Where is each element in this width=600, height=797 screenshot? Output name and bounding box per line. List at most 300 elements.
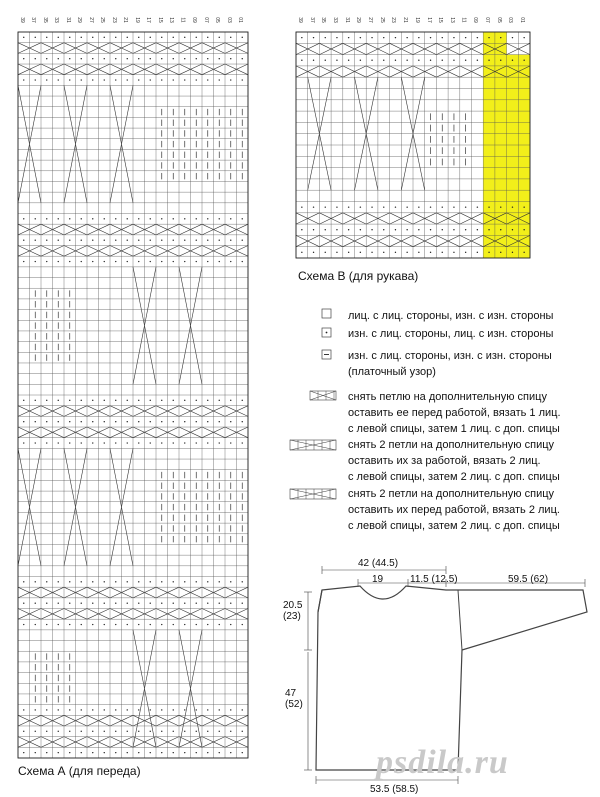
purl-dot [383, 206, 384, 207]
purl-dot [219, 79, 220, 80]
column-number: 13 [448, 17, 455, 23]
purl-dot [230, 624, 231, 625]
purl-dot [127, 421, 128, 422]
purl-dot [69, 602, 70, 603]
column-number: 37 [308, 17, 315, 23]
purl-dot [46, 37, 47, 38]
measure-top-width: 42 (44.5) [358, 558, 399, 569]
purl-dot [360, 252, 361, 253]
purl-dot [207, 58, 208, 59]
purl-dot [465, 206, 466, 207]
purl-dot [46, 602, 47, 603]
purl-dot [92, 442, 93, 443]
purl-dot [242, 624, 243, 625]
purl-dot [23, 624, 24, 625]
purl-dot [207, 261, 208, 262]
purl-dot [173, 709, 174, 710]
purl-dot [35, 602, 36, 603]
purl-dot [442, 206, 443, 207]
purl-dot [219, 581, 220, 582]
purl-dot [465, 252, 466, 253]
watermark: psdila.ru [376, 744, 509, 781]
purl-dot [81, 58, 82, 59]
legend-text-purl: изн. с лиц. стороны, лиц. с изн. стороны [348, 328, 554, 340]
purl-dot [127, 731, 128, 732]
purl-dot [207, 79, 208, 80]
purl-dot [406, 229, 407, 230]
purl-dot [207, 624, 208, 625]
purl-dot [92, 239, 93, 240]
chart-b-grid [296, 32, 530, 258]
purl-dot [46, 624, 47, 625]
column-number: 15 [156, 17, 163, 23]
purl-dot [500, 206, 501, 207]
purl-dot [173, 624, 174, 625]
purl-dot [161, 624, 162, 625]
purl-dot [127, 602, 128, 603]
purl-dot [35, 731, 36, 732]
purl-dot [115, 400, 116, 401]
column-number: 09 [191, 17, 198, 23]
purl-dot [477, 37, 478, 38]
purl-dot [371, 229, 372, 230]
purl-dot [115, 421, 116, 422]
purl-dot [104, 261, 105, 262]
purl-dot [46, 442, 47, 443]
purl-dot [161, 731, 162, 732]
purl-dot [150, 37, 151, 38]
purl-dot [336, 206, 337, 207]
purl-dot [196, 752, 197, 753]
purl-dot [23, 442, 24, 443]
column-number: 19 [133, 17, 140, 23]
purl-dot [81, 581, 82, 582]
purl-dot [138, 261, 139, 262]
purl-dot [301, 252, 302, 253]
purl-dot [383, 37, 384, 38]
purl-dot [313, 206, 314, 207]
purl-dot [418, 252, 419, 253]
purl-dot [161, 261, 162, 262]
purl-dot [196, 709, 197, 710]
purl-dot [184, 239, 185, 240]
purl-dot [173, 400, 174, 401]
purl-dot [92, 731, 93, 732]
purl-dot [58, 731, 59, 732]
column-number: 29 [76, 17, 83, 23]
purl-dot [161, 421, 162, 422]
purl-dot [138, 239, 139, 240]
purl-dot [161, 218, 162, 219]
purl-dot [138, 709, 139, 710]
sweater-outline [316, 586, 587, 770]
purl-dot [500, 252, 501, 253]
purl-dot [184, 581, 185, 582]
purl-dot [301, 37, 302, 38]
purl-dot [230, 239, 231, 240]
purl-dot [383, 229, 384, 230]
purl-dot [69, 58, 70, 59]
purl-dot [184, 218, 185, 219]
purl-dot [242, 709, 243, 710]
column-number: 05 [495, 17, 502, 23]
purl-dot [81, 624, 82, 625]
purl-dot [325, 252, 326, 253]
purl-dot [430, 37, 431, 38]
purl-dot [325, 60, 326, 61]
column-number: 07 [483, 17, 490, 23]
purl-dot [46, 218, 47, 219]
purl-dot [453, 37, 454, 38]
purl-dot [313, 37, 314, 38]
purl-dot [207, 752, 208, 753]
purl-dot [23, 421, 24, 422]
purl-dot [92, 421, 93, 422]
purl-dot [395, 206, 396, 207]
purl-dot [35, 581, 36, 582]
purl-dot [58, 624, 59, 625]
column-number: 17 [145, 17, 152, 23]
purl-dot [69, 731, 70, 732]
purl-dot [301, 229, 302, 230]
purl-dot [69, 624, 70, 625]
purl-dot [23, 752, 24, 753]
purl-dot [150, 421, 151, 422]
purl-dot [512, 252, 513, 253]
column-number: 27 [87, 17, 94, 23]
purl-dot [138, 624, 139, 625]
purl-dot [150, 58, 151, 59]
purl-dot [184, 261, 185, 262]
purl-dot [418, 229, 419, 230]
purl-dot [242, 421, 243, 422]
purl-dot [219, 239, 220, 240]
purl-dot [442, 252, 443, 253]
purl-dot [219, 421, 220, 422]
purl-dot [115, 218, 116, 219]
purl-dot [371, 37, 372, 38]
purl-dot [523, 252, 524, 253]
purl-dot [35, 752, 36, 753]
purl-dot [348, 229, 349, 230]
purl-dot [184, 752, 185, 753]
purl-dot [58, 79, 59, 80]
measure-neck-width: 19 [372, 574, 384, 585]
purl-dot [207, 400, 208, 401]
purl-dot [58, 709, 59, 710]
column-number: 33 [53, 17, 60, 23]
column-number: 09 [472, 17, 479, 23]
purl-dot [35, 400, 36, 401]
purl-dot [35, 218, 36, 219]
purl-dot [523, 60, 524, 61]
purl-dot [115, 709, 116, 710]
purl-dot [196, 602, 197, 603]
purl-dot [58, 400, 59, 401]
purl-dot [348, 252, 349, 253]
purl-dot [92, 581, 93, 582]
purl-dot [127, 239, 128, 240]
purl-dot [150, 442, 151, 443]
column-number: 03 [507, 17, 514, 23]
purl-dot [500, 229, 501, 230]
purl-dot [418, 37, 419, 38]
purl-dot [230, 731, 231, 732]
purl-dot [104, 709, 105, 710]
purl-dot [184, 442, 185, 443]
legend-text-cable-2-back: снять 2 петли на дополнительную спицу оставить их за работой, вязать 2 лиц. с левой спицы, затем 2 лиц. с доп. спицы [348, 439, 560, 483]
column-number: 31 [64, 17, 71, 23]
purl-dot [35, 37, 36, 38]
purl-dot [348, 60, 349, 61]
purl-dot [138, 79, 139, 80]
purl-dot [184, 37, 185, 38]
column-number: 25 [99, 17, 106, 23]
column-number: 05 [214, 17, 221, 23]
purl-dot [219, 58, 220, 59]
purl-dot [196, 731, 197, 732]
column-number: 27 [366, 17, 373, 23]
purl-dot [360, 60, 361, 61]
purl-dot [69, 37, 70, 38]
purl-dot [219, 442, 220, 443]
purl-dot [69, 218, 70, 219]
purl-dot [81, 37, 82, 38]
purl-dot [161, 442, 162, 443]
purl-dot [46, 581, 47, 582]
purl-dot [92, 602, 93, 603]
purl-dot [138, 731, 139, 732]
purl-dot [161, 37, 162, 38]
purl-dot [104, 58, 105, 59]
purl-dot [325, 206, 326, 207]
purl-dot [46, 261, 47, 262]
purl-dot [500, 60, 501, 61]
purl-dot [173, 58, 174, 59]
purl-dot [219, 261, 220, 262]
column-number: 19 [413, 17, 420, 23]
column-number: 37 [30, 17, 37, 23]
purl-dot [196, 79, 197, 80]
purl-dot [104, 581, 105, 582]
purl-dot [150, 624, 151, 625]
purl-dot [207, 581, 208, 582]
purl-dot [371, 60, 372, 61]
purl-dot [23, 581, 24, 582]
purl-dot [127, 624, 128, 625]
purl-dot [58, 58, 59, 59]
purl-dot [150, 400, 151, 401]
purl-dot [138, 752, 139, 753]
column-number: 29 [355, 17, 362, 23]
purl-dot [230, 421, 231, 422]
column-number: 11 [179, 17, 186, 23]
purl-dot [138, 58, 139, 59]
purl-dot [81, 261, 82, 262]
purl-dot [442, 37, 443, 38]
purl-dot [69, 400, 70, 401]
purl-dot [313, 60, 314, 61]
purl-dot [35, 261, 36, 262]
purl-dot [23, 58, 24, 59]
measure-bottom-width: 53.5 (58.5) [370, 784, 419, 795]
purl-dot [58, 37, 59, 38]
measure-shoulder-width: 11.5 (12.5) [410, 574, 458, 585]
purl-dot [23, 239, 24, 240]
purl-dot [104, 79, 105, 80]
purl-dot [81, 731, 82, 732]
purl-dot [104, 400, 105, 401]
purl-dot [430, 229, 431, 230]
purl-dot [184, 58, 185, 59]
purl-dot [161, 752, 162, 753]
purl-dot [173, 602, 174, 603]
purl-dot [219, 709, 220, 710]
purl-dot [81, 400, 82, 401]
purl-dot [58, 442, 59, 443]
purl-dot [127, 400, 128, 401]
purl-dot [430, 60, 431, 61]
purl-dot [348, 206, 349, 207]
column-number: 35 [41, 17, 48, 23]
purl-dot [81, 709, 82, 710]
purl-dot [150, 731, 151, 732]
purl-dot [196, 421, 197, 422]
purl-dot [92, 79, 93, 80]
purl-dot [161, 709, 162, 710]
purl-dot [92, 709, 93, 710]
purl-dot [230, 79, 231, 80]
purl-dot [488, 37, 489, 38]
purl-dot [523, 37, 524, 38]
purl-dot [219, 731, 220, 732]
purl-dot [336, 60, 337, 61]
purl-dot [242, 442, 243, 443]
purl-dot [395, 252, 396, 253]
purl-dot [138, 421, 139, 422]
purl-dot [161, 239, 162, 240]
purl-dot [523, 206, 524, 207]
measure-armhole-depth: 20.5 (23) [283, 600, 303, 622]
purl-dot [161, 400, 162, 401]
purl-dot [23, 602, 24, 603]
legend-symbols [290, 309, 336, 499]
purl-dot [92, 400, 93, 401]
legend-text-garter: изн. с лиц. стороны, изн. с изн. стороны (платочный узор) [348, 350, 552, 378]
column-number: 15 [437, 17, 444, 23]
purl-dot [161, 581, 162, 582]
purl-dot [127, 261, 128, 262]
purl-dot [138, 442, 139, 443]
purl-dot [242, 731, 243, 732]
purl-dot [230, 261, 231, 262]
column-number: 21 [122, 17, 129, 23]
purl-dot [230, 218, 231, 219]
purl-dot [418, 206, 419, 207]
purl-dot [104, 442, 105, 443]
purl-dot [173, 218, 174, 219]
purl-dot [512, 229, 513, 230]
purl-dot [383, 252, 384, 253]
purl-dot [35, 239, 36, 240]
column-number: 31 [343, 17, 350, 23]
purl-dot [115, 624, 116, 625]
purl-dot [465, 60, 466, 61]
purl-dot [430, 206, 431, 207]
purl-dot [196, 58, 197, 59]
purl-dot [23, 37, 24, 38]
purl-dot [81, 79, 82, 80]
purl-dot [196, 239, 197, 240]
purl-dot [81, 442, 82, 443]
purl-dot [219, 602, 220, 603]
measure-body-length: 47 (52) [285, 688, 303, 710]
purl-dot [442, 229, 443, 230]
column-number: 07 [202, 17, 209, 23]
purl-dot [58, 261, 59, 262]
purl-dot [69, 442, 70, 443]
purl-dot [161, 602, 162, 603]
column-number: 11 [460, 17, 467, 23]
purl-dot [230, 442, 231, 443]
purl-dot [173, 239, 174, 240]
purl-dot [230, 58, 231, 59]
purl-dot [46, 79, 47, 80]
purl-dot [196, 261, 197, 262]
purl-dot [58, 239, 59, 240]
purl-dot [207, 218, 208, 219]
purl-dot [104, 37, 105, 38]
purl-dot [150, 79, 151, 80]
purl-dot [127, 442, 128, 443]
purl-dot [58, 752, 59, 753]
purl-dot [453, 252, 454, 253]
purl-dot [325, 37, 326, 38]
purl-dot [150, 602, 151, 603]
purl-dot [173, 731, 174, 732]
purl-dot [173, 261, 174, 262]
purl-dot [477, 60, 478, 61]
purl-dot [242, 218, 243, 219]
purl-dot [207, 37, 208, 38]
purl-dot [230, 400, 231, 401]
purl-dot [406, 37, 407, 38]
purl-dot [219, 218, 220, 219]
purl-dot [173, 581, 174, 582]
column-number: 01 [518, 17, 525, 23]
purl-dot [81, 421, 82, 422]
column-number: 23 [390, 17, 397, 23]
legend-text-knit: лиц. с лиц. стороны, изн. с изн. стороны [348, 310, 554, 322]
purl-dot [46, 752, 47, 753]
purl-dot [104, 218, 105, 219]
purl-dot [406, 60, 407, 61]
purl-dot [138, 37, 139, 38]
purl-dot [196, 581, 197, 582]
column-number: 03 [225, 17, 232, 23]
purl-dot [207, 442, 208, 443]
purl-dot [150, 709, 151, 710]
column-number: 13 [168, 17, 175, 23]
purl-dot [336, 37, 337, 38]
purl-dot [336, 252, 337, 253]
purl-dot [512, 206, 513, 207]
purl-dot [301, 206, 302, 207]
purl-dot [242, 581, 243, 582]
purl-dot [127, 79, 128, 80]
purl-dot [196, 624, 197, 625]
purl-dot [161, 58, 162, 59]
